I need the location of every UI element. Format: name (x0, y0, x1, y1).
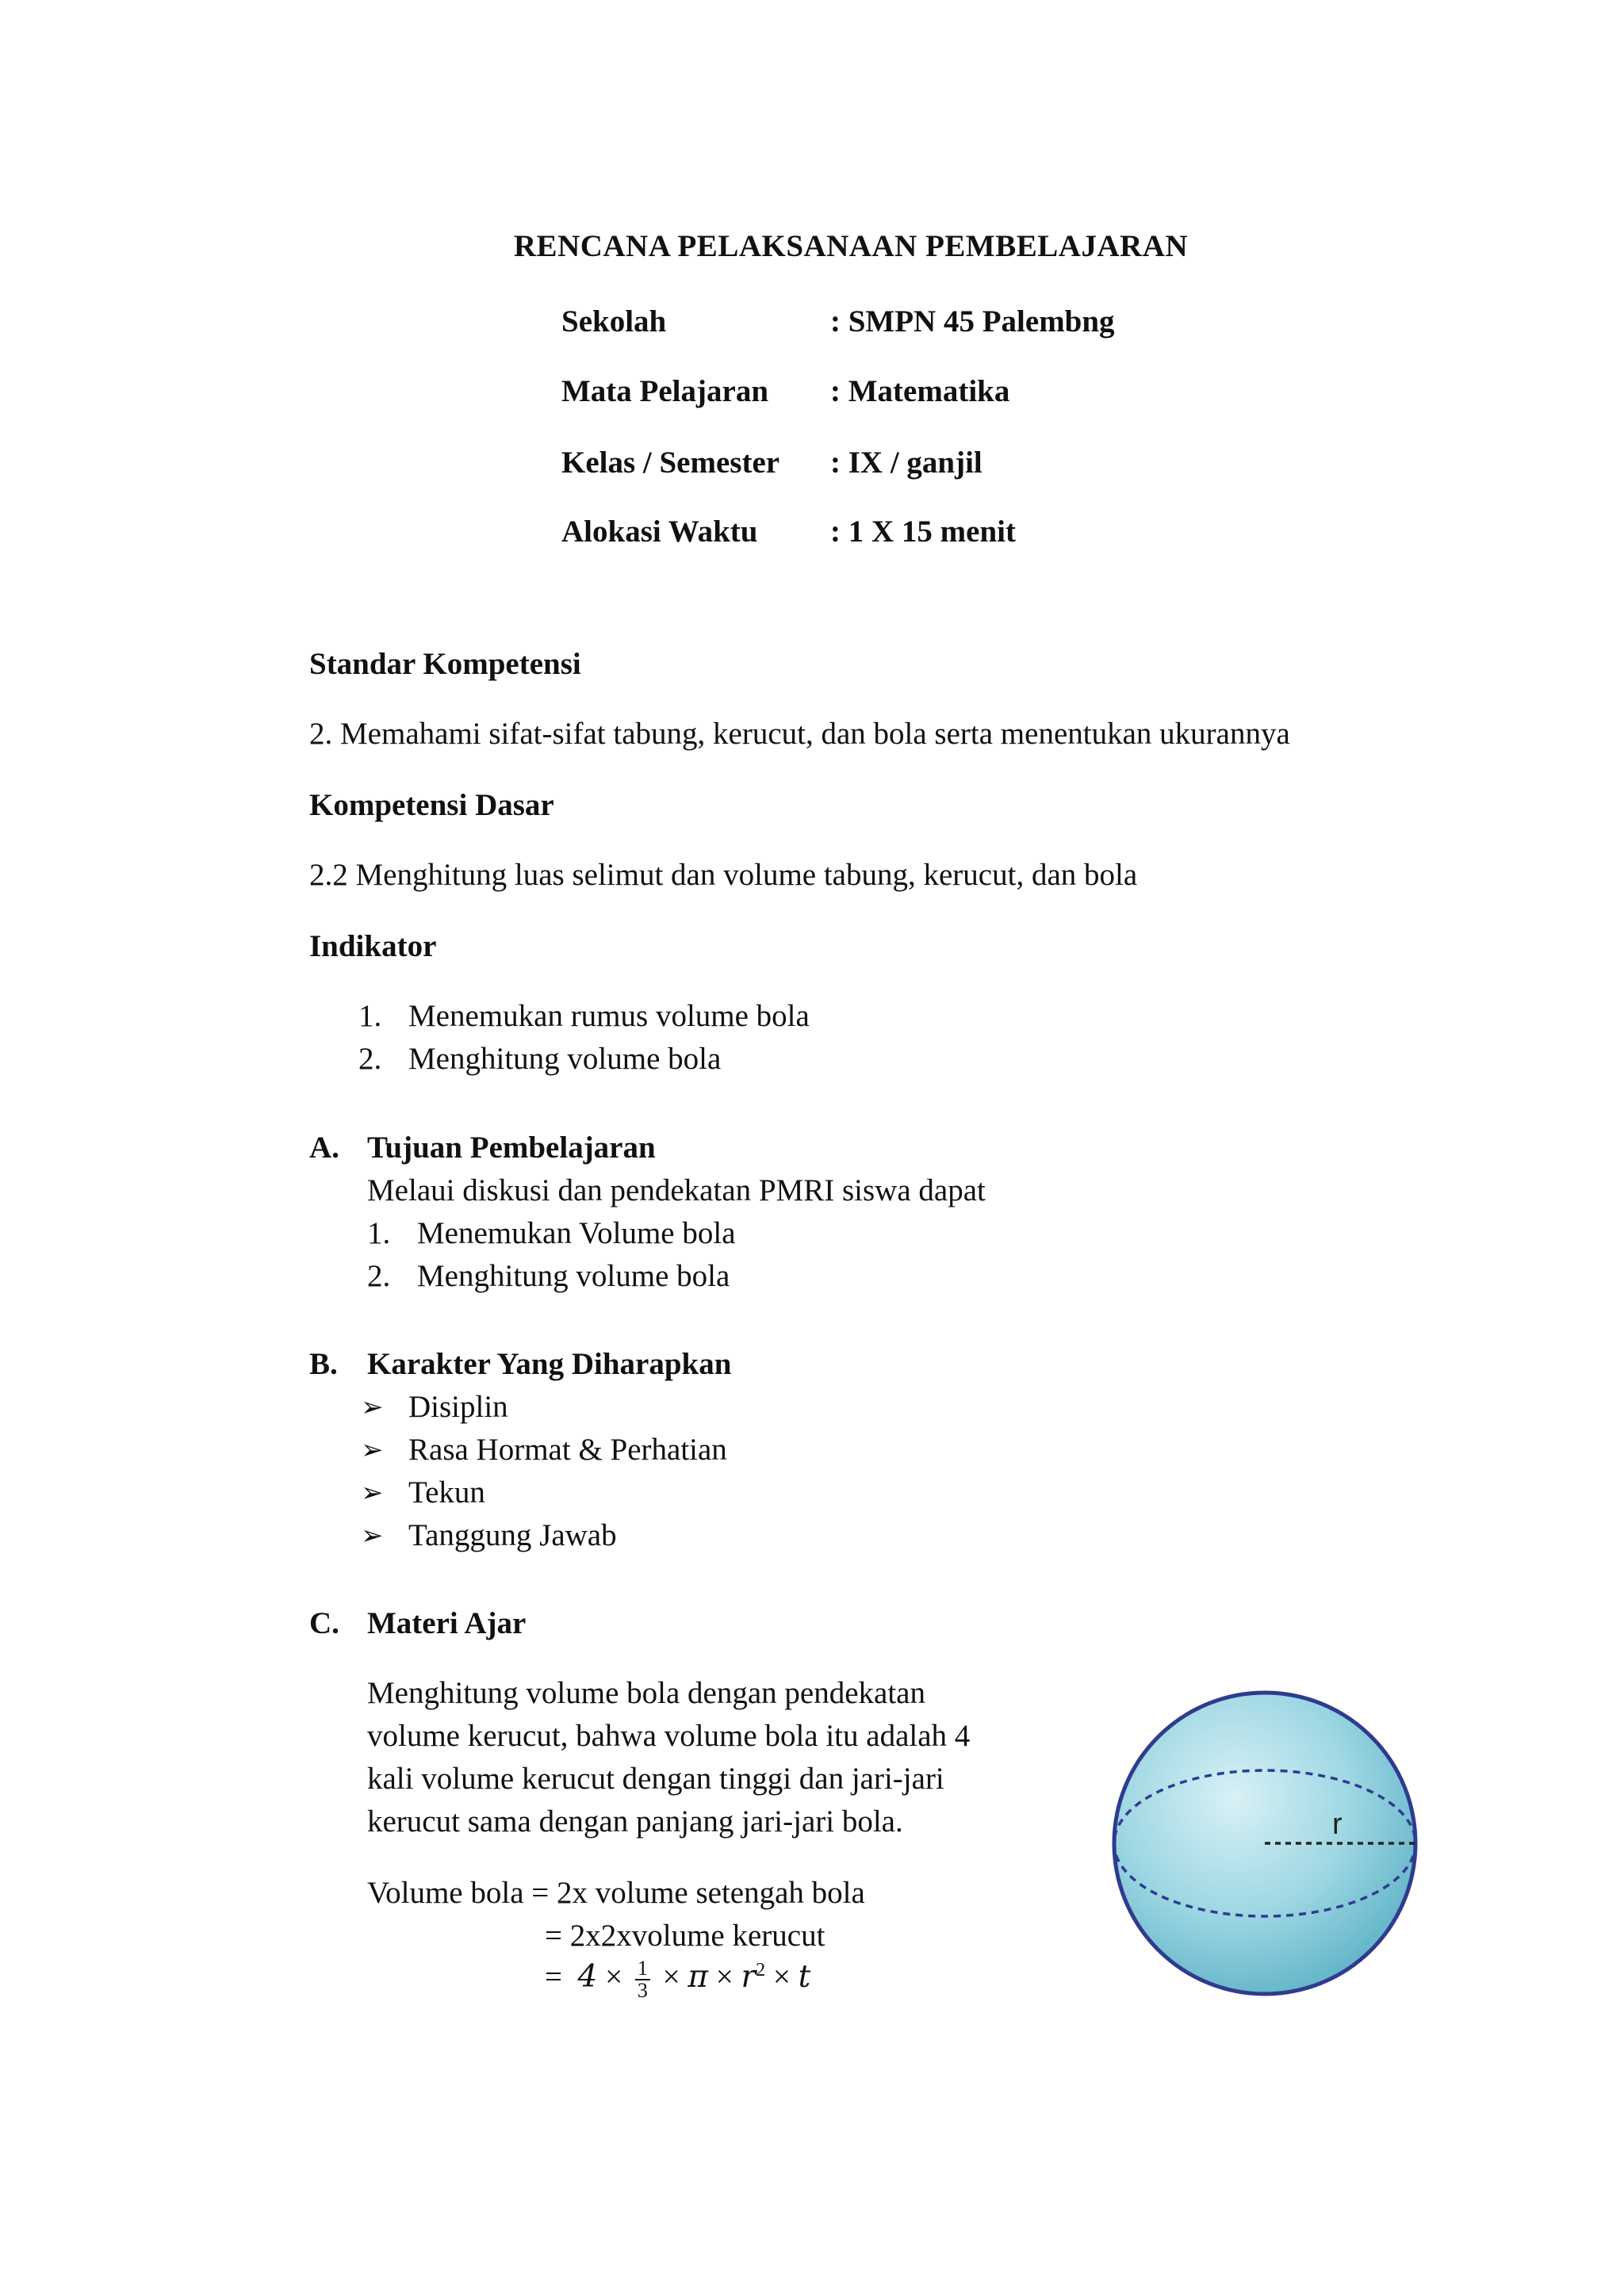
info-value-subject: : Matematika (830, 374, 1010, 408)
fraction-numerator: 1 (635, 1958, 650, 1980)
arrow-bullet-icon: ➢ (361, 1436, 384, 1465)
standar-text: 2. Memahami sifat-sifat tabung, kerucut, dan bola serta menentukan ukurannya (309, 717, 1290, 751)
info-label-time: Alokasi Waktu (561, 515, 758, 549)
materi-paragraph-line-2: volume kerucut, bahwa volume bola itu adalah 4 (367, 1719, 971, 1753)
materi-paragraph-line-1: Menghitung volume bola dengan pendekatan (367, 1676, 925, 1710)
formula-times: × (715, 1959, 733, 1994)
indikator-num-2: 2. (358, 1042, 382, 1076)
tujuan-intro: Melaui diskusi dan pendekatan PMRI siswa dapat (367, 1173, 986, 1207)
radius-label: r (1332, 1808, 1342, 1841)
formula-line-1: Volume bola = 2x volume setengah bola (367, 1876, 865, 1910)
sphere-figure (1106, 1685, 1431, 2002)
formula-exponent: 2 (756, 1959, 766, 1980)
indikator-item-1: Menemukan rumus volume bola (408, 999, 810, 1033)
formula-times: × (605, 1959, 623, 1994)
info-label-subject: Mata Pelajaran (561, 374, 769, 408)
formula-four: 4 (577, 1958, 598, 1995)
indikator-item-2: Menghitung volume bola (408, 1042, 722, 1076)
formula-t: t (798, 1958, 811, 1995)
tujuan-heading: Tujuan Pembelajaran (367, 1131, 656, 1165)
info-value-school: : SMPN 45 Palembng (830, 304, 1115, 339)
formula-fraction (635, 1958, 650, 2001)
tujuan-item-1: Menemukan Volume bola (417, 1216, 736, 1250)
formula-equals: = (545, 1959, 562, 1994)
info-label-class: Kelas / Semester (561, 446, 780, 480)
kompetensi-heading: Kompetensi Dasar (309, 788, 554, 822)
formula-line-2: = 2x2xvolume kerucut (545, 1919, 825, 1953)
indikator-num-1: 1. (358, 999, 382, 1033)
arrow-bullet-icon: ➢ (361, 1521, 384, 1551)
arrow-bullet-icon: ➢ (361, 1393, 384, 1422)
formula-line-3 (545, 1958, 810, 2001)
kompetensi-text: 2.2 Menghitung luas selimut dan volume tabung, kerucut, dan bola (309, 858, 1138, 892)
karakter-item-4: Tanggung Jawab (408, 1518, 617, 1552)
fraction-denominator: 3 (637, 1979, 648, 2002)
info-label-school: Sekolah (561, 304, 667, 339)
tujuan-letter: A. (309, 1131, 339, 1165)
tujuan-num-2: 2. (367, 1259, 391, 1293)
formula-times: × (772, 1959, 791, 1994)
materi-paragraph-line-4: kerucut sama dengan panjang jari-jari bola. (367, 1804, 903, 1839)
karakter-item-2: Rasa Hormat & Perhatian (408, 1433, 727, 1467)
formula-r: r (741, 1958, 756, 1995)
formula-pi: π (688, 1958, 708, 1995)
standar-heading: Standar Kompetensi (309, 647, 581, 681)
karakter-heading: Karakter Yang Diharapkan (367, 1347, 732, 1381)
karakter-item-3: Tekun (408, 1475, 485, 1510)
materi-heading: Materi Ajar (367, 1606, 527, 1640)
tujuan-num-1: 1. (367, 1216, 391, 1250)
page-title: RENCANA PELAKSANAAN PEMBELAJARAN (513, 229, 1189, 263)
tujuan-item-2: Menghitung volume bola (417, 1259, 730, 1293)
info-value-time: : 1 X 15 menit (830, 515, 1016, 549)
materi-letter: C. (309, 1606, 339, 1640)
arrow-bullet-icon: ➢ (361, 1479, 384, 1508)
karakter-item-1: Disiplin (408, 1390, 508, 1424)
formula-times: × (662, 1959, 680, 1994)
info-value-class: : IX / ganjil (830, 446, 982, 480)
indikator-heading: Indikator (309, 929, 437, 963)
materi-paragraph-line-3: kali volume kerucut dengan tinggi dan jari-jari (367, 1762, 944, 1796)
karakter-letter: B. (309, 1347, 338, 1381)
